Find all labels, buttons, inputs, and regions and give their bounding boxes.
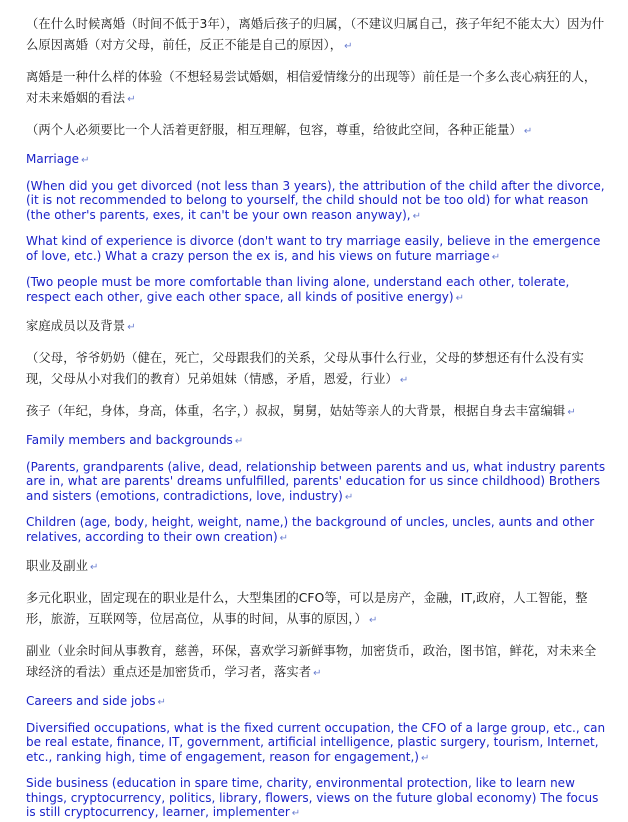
paragraph-mark-icon: ↵: [157, 697, 166, 708]
paragraph-mark-icon: ↵: [313, 668, 322, 679]
paragraph-mark-icon: ↵: [234, 436, 244, 447]
cn-paragraph: 多元化职业，固定现在的职业是什么，大型集团的CFO等，可以是房产，金融，IT,政府，人工智能，整形，旅游，互联网等，位居高位，从事的时间，从事的原因，） ↵: [26, 588, 606, 631]
cn-paragraph: 孩子（年纪，身体，身高，体重，名字，）叔叔，舅舅，姑姑等亲人的大背景，根据自身去丰富编辑 ↵: [26, 401, 606, 423]
en-section-heading: Careers and side jobs ↵: [26, 694, 606, 711]
cn-paragraph: （在什么时候离婚（时间不低于3年），离婚后孩子的归属，（不建议归属自己，孩子年纪不能太大）因为什么原因离婚（对方父母，前任，反正不能是自己的原因）， ↵: [26, 14, 606, 57]
en-paragraph: Children (age, body, height, weight, name,) the background of uncles, uncles, aunts and other relatives, according to their own creation) ↵: [26, 515, 606, 546]
paragraph-mark-icon: ↵: [368, 615, 378, 626]
cn-section-heading: 家庭成员以及背景 ↵: [26, 316, 606, 338]
paragraph-mark-icon: ↵: [81, 155, 90, 166]
cn-paragraph: 离婚是一种什么样的体验（不想轻易尝试婚姻，相信爱情缘分的出现等）前任是一个多么丧心病狂的人，对未来婚姻的看法 ↵: [26, 67, 606, 110]
paragraph-mark-icon: ↵: [399, 375, 409, 386]
paragraph-mark-icon: ↵: [491, 251, 501, 263]
cn-section-heading: 职业及副业 ↵: [26, 556, 606, 578]
paragraph-mark-icon: ↵: [567, 407, 576, 418]
paragraph-mark-icon: ↵: [523, 126, 533, 137]
en-paragraph: Diversified occupations, what is the fixed current occupation, the CFO of a large group, etc., can be real estate, finance, IT, government, artificial intelligence, plastic surgery, tourism, Internet, etc., ranking high, time of engagement, reason for engagement,) ↵: [26, 721, 606, 767]
cn-paragraph: （父母，爷爷奶奶（健在，死亡，父母跟我们的关系，父母从事什么行业，父母的梦想还有什么没有实现，父母从小对我们的教育）兄弟姐妹（情感，矛盾，恩爱，行业） ↵: [26, 348, 606, 391]
paragraph-mark-icon: ↵: [412, 210, 421, 222]
paragraph-mark-icon: ↵: [90, 562, 99, 573]
paragraph-mark-icon: ↵: [420, 752, 430, 764]
en-paragraph: Side business (education in spare time, charity, environmental protection, like to learn new things, cryptocurrency, politics, library, flowers, views on the future global economy) The focus is still cryptocurrency, learner, implementer ↵: [26, 776, 606, 822]
cn-paragraph: 副业（业余时间从事教育，慈善，环保，喜欢学习新鲜事物，加密货币，政治，图书馆，鲜花，对未来全球经济的看法）重点还是加密货币，学习者，落实者 ↵: [26, 641, 606, 684]
en-section-heading: Marriage ↵: [26, 152, 606, 169]
en-paragraph: (Two people must be more comfortable than living alone, understand each other, tolerate, respect each other, give each other space, all kinds of positive energy) ↵: [26, 275, 606, 306]
paragraph-mark-icon: ↵: [455, 292, 464, 304]
paragraph-mark-icon: ↵: [344, 41, 353, 52]
en-paragraph: (When did you get divorced (not less than 3 years), the attribution of the child after the divorce, (it is not recommended to belong to yourself, the child should not be too old) for what reason (the other's parents, exes, it can't be your own reason anyway), ↵: [26, 179, 606, 225]
paragraph-mark-icon: ↵: [127, 322, 136, 333]
en-paragraph: What kind of experience is divorce (don't want to try marriage easily, believe in the emergence of love, etc.) What a crazy person the ex is, and his views on future marriage ↵: [26, 234, 606, 265]
paragraph-mark-icon: ↵: [127, 94, 136, 105]
cn-paragraph: （两个人必须要比一个人活着更舒服，相互理解，包容，尊重，给彼此空间，各种正能量） ↵: [26, 120, 606, 142]
paragraph-mark-icon: ↵: [291, 808, 301, 819]
paragraph-mark-icon: ↵: [279, 532, 289, 544]
paragraph-mark-icon: ↵: [344, 491, 354, 503]
en-section-heading: Family members and backgrounds ↵: [26, 433, 606, 450]
en-paragraph: (Parents, grandparents (alive, dead, relationship between parents and us, what industry parents are in, what are parents' dreams unfulfilled, parents' education for us since childhood) Brothers and sisters (emotions, contradictions, love, industry) ↵: [26, 460, 606, 506]
